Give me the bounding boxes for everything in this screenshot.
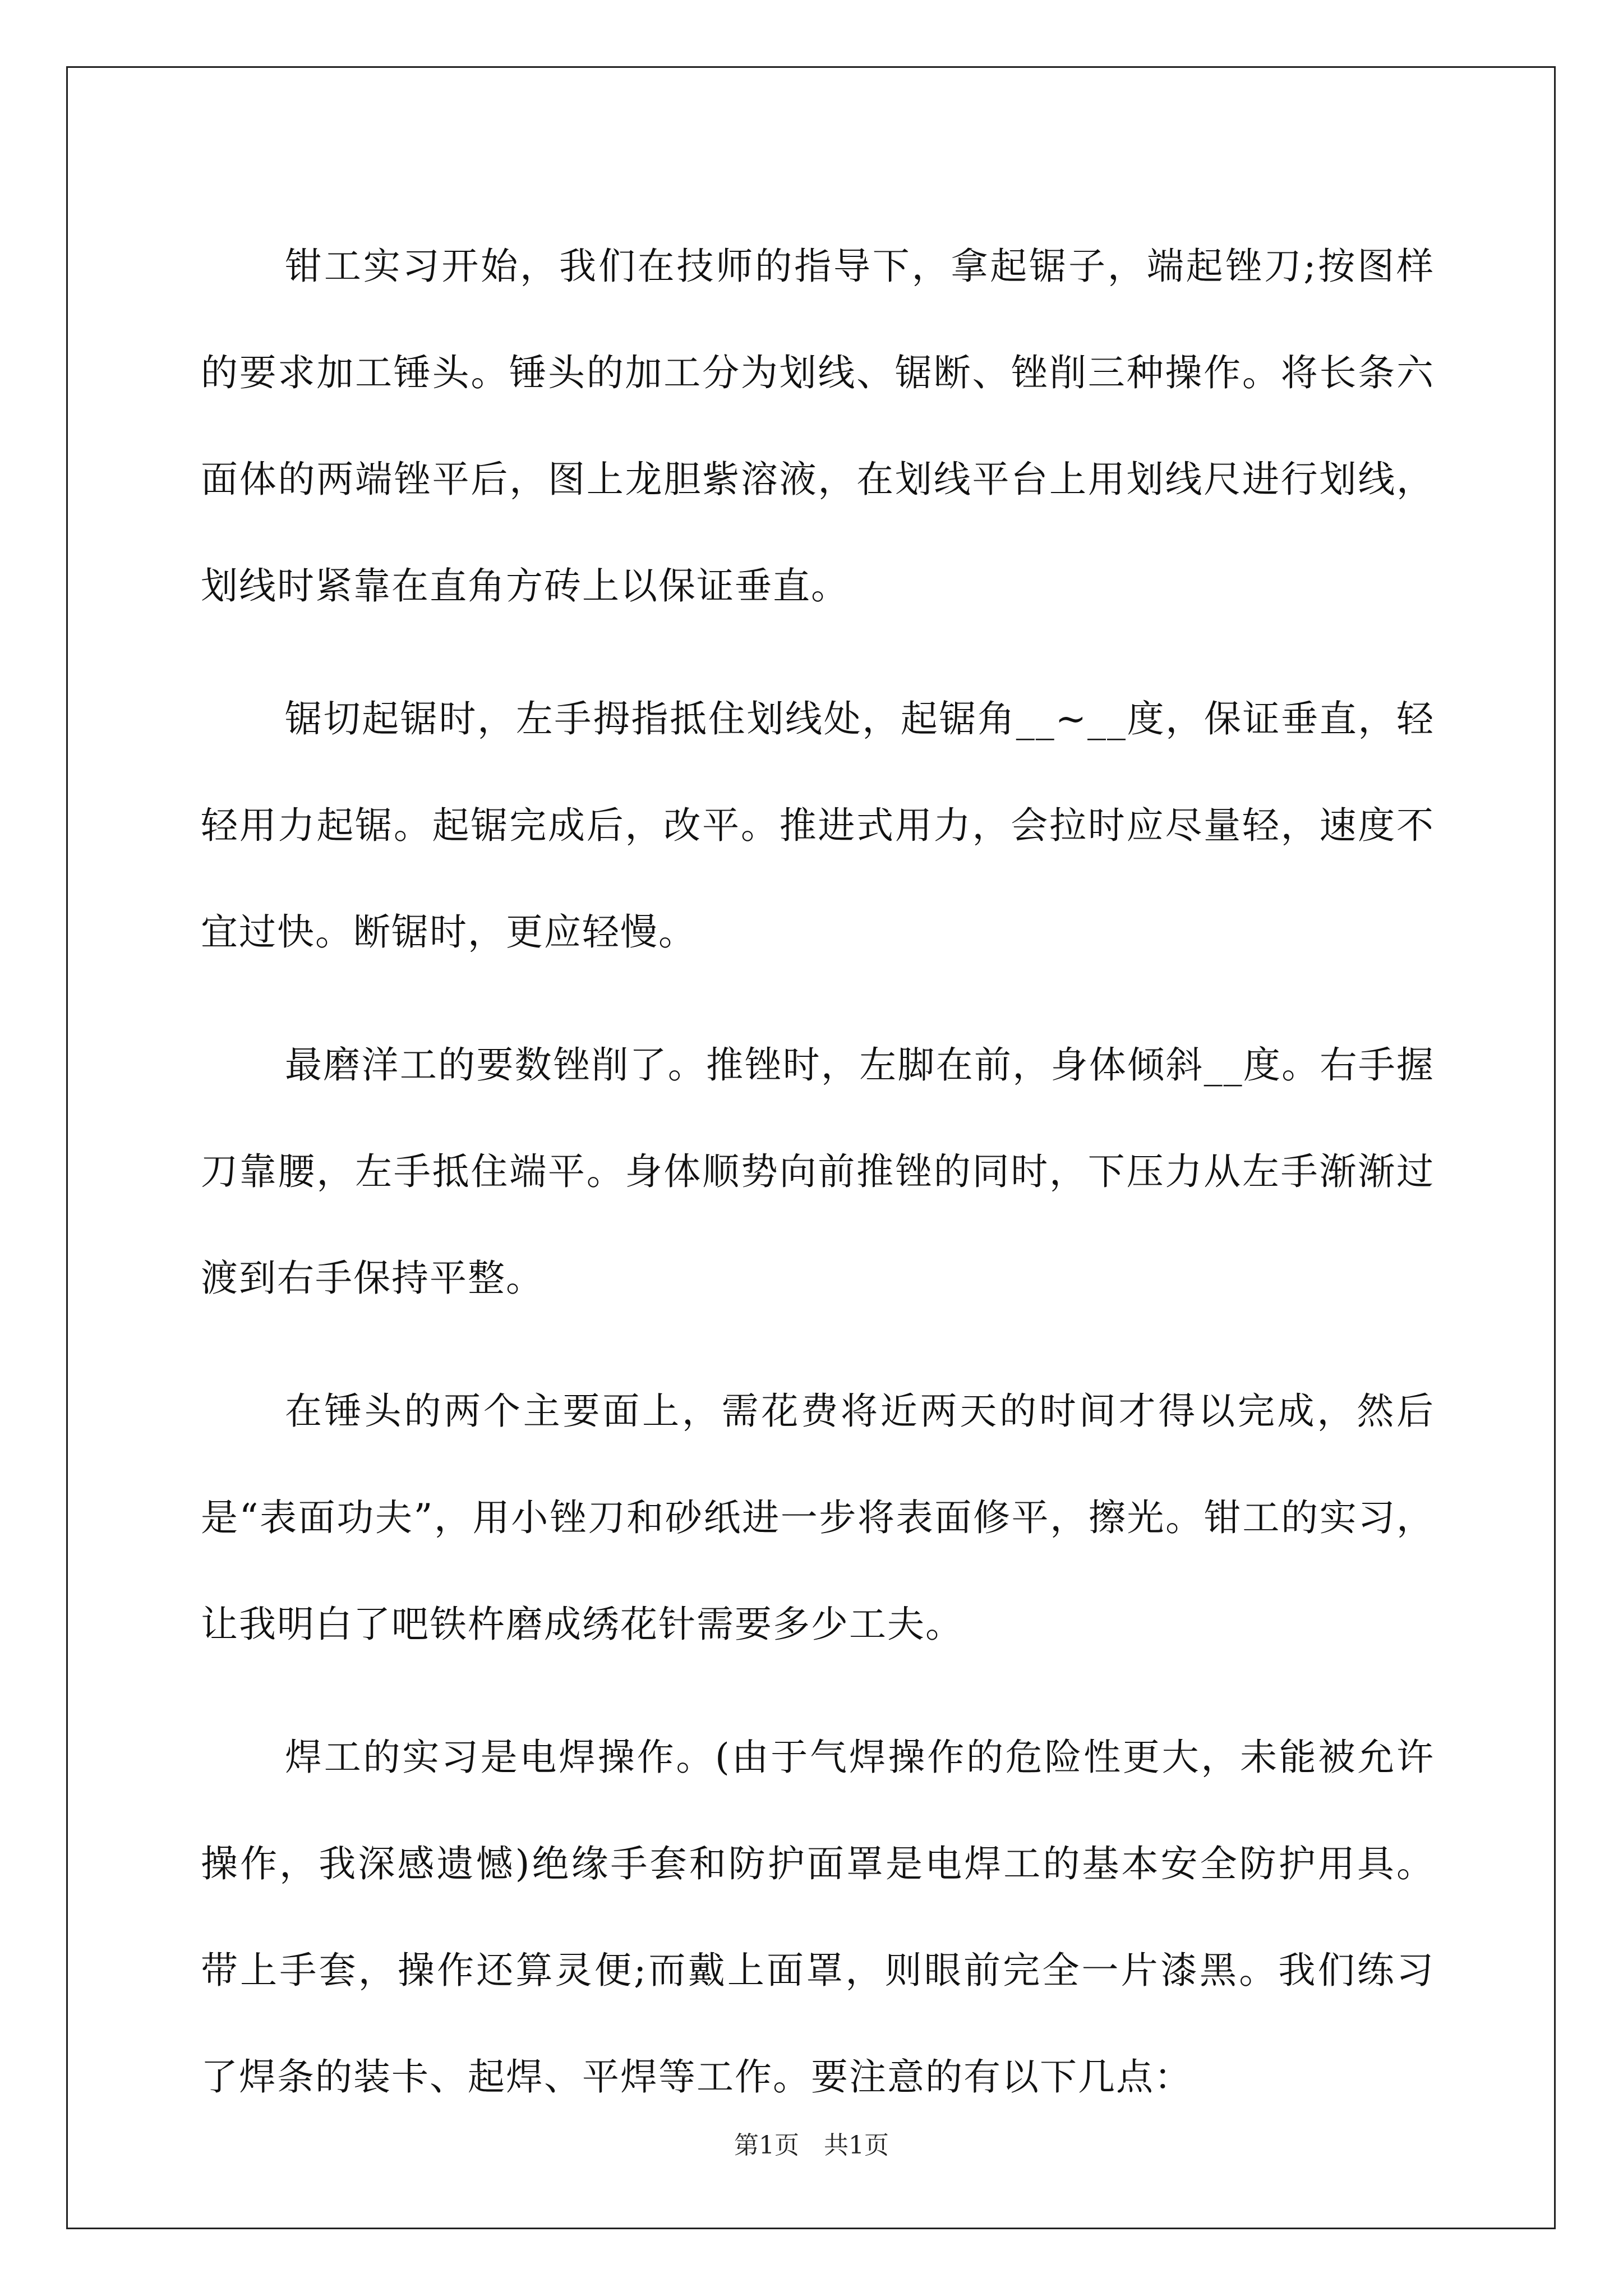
paragraph-3: 最磨洋工的要数锉削了。推锉时，左脚在前，身体倾斜__度。右手握刀靠腰，左手抵住端平。身体顺势向前推锉的同时，下压力从左手渐渐过渡到右手保持平整。 — [201, 1043, 1435, 1300]
paragraph-4: 在锤头的两个主要面上，需花费将近两天的时间才得以完成，然后是“表面功夫”，用小锉刀和砂纸进一步将表面修平，擦光。钳工的实习，让我明白了吧铁杵磨成绣花针需要多少工夫。 — [201, 1389, 1435, 1646]
paragraph-1: 钳工实习开始，我们在技师的指导下，拿起锯子，端起锉刀;按图样的要求加工锤头。锤头的加工分为划线、锯断、锉削三种操作。将长条六面体的两端锉平后，图上龙胆紫溶液，在划线平台上用划线尺进行划线，划线时紧靠在直角方砖上以保证垂直。 — [201, 245, 1435, 608]
paragraph-2: 锯切起锯时，左手拇指抵住划线处，起锯角__~__度，保证垂直，轻轻用力起锯。起锯完成后，改平。推进式用力，会拉时应尽量轻，速度不宜过快。断锯时，更应轻慢。 — [201, 697, 1435, 954]
page-number-label: 第1页 共1页 — [734, 2131, 889, 2160]
paragraph-5: 焊工的实习是电焊操作。(由于气焊操作的危险性更大，未能被允许操作，我深感遗憾)绝缘手套和防护面罩是电焊工的基本安全防护用具。带上手套，操作还算灵便;而戴上面罩，则眼前完全一片漆黑。我们练习了焊条的装卡、起焊、平焊等工作。要注意的有以下几点： — [201, 1736, 1435, 2099]
document-body — [201, 213, 1435, 2157]
page-footer — [0, 2129, 1623, 2162]
